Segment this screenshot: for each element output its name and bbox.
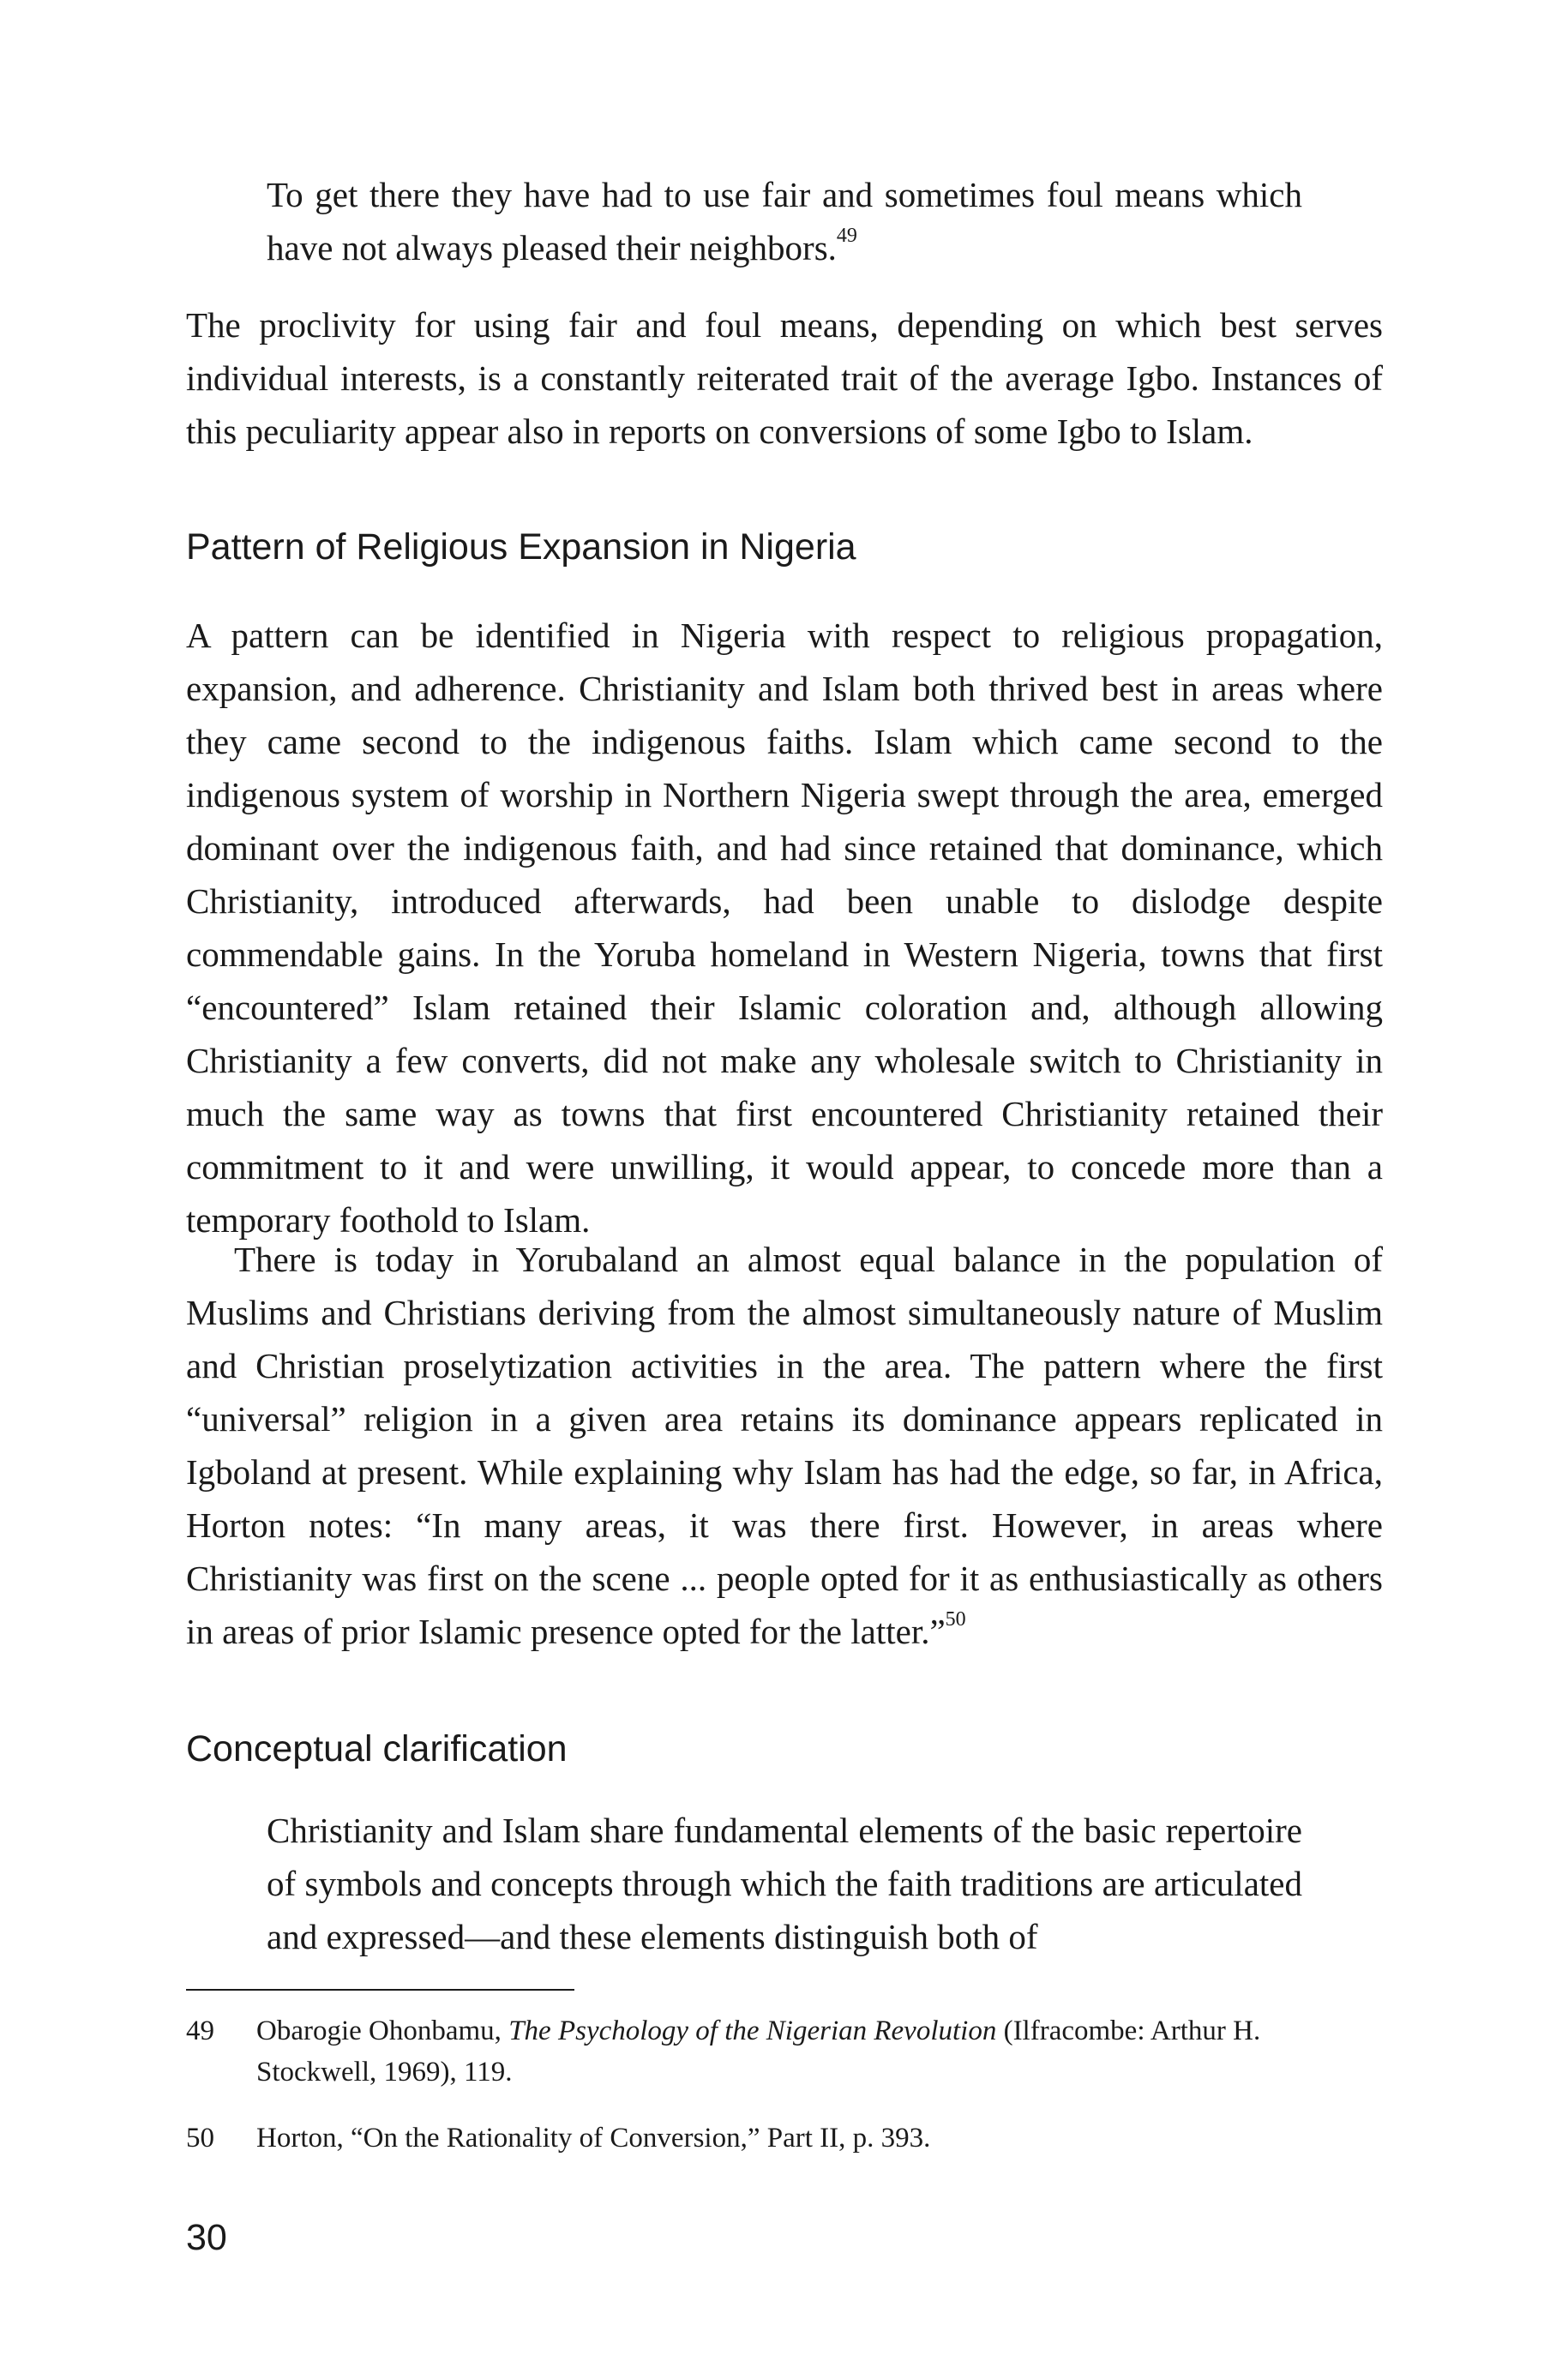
footnote-text: Horton, “On the Rationality of Conversion,” Part II, p. 393. bbox=[256, 2123, 931, 2154]
cited-book-title: The Psychology of the Nigerian Revolution bbox=[508, 2016, 997, 2046]
footnote-number: 50 bbox=[186, 2123, 214, 2154]
paragraph-proclivity: The proclivity for using fair and foul means, depending on which best serves individual interests, is a constantly reiterated trait of the average Igbo. Instances of this peculiarity appear also in reports on conversions of some Igbo to Islam. bbox=[186, 305, 1383, 451]
footnote-ref-49[interactable]: 49 bbox=[836, 225, 857, 248]
footnote-text: Obarogie Ohonbamu, The Psychology of the Nigerian Revolution (Ilfracombe: Arthur H. Stockwell, 1969), 119. bbox=[256, 2016, 1261, 2088]
block-quote-top bbox=[267, 168, 1302, 274]
section-heading-conceptual-clarification: Conceptual clarification bbox=[186, 1728, 568, 1769]
paragraph-yorubaland-text: There is today in Yorubaland an almost equal balance in the population of Muslims and Christians deriving from the almost simultaneously nature of Muslim and Christian proselytization activities in the area. The pattern where the first “universal” religion in a given area retains its dominance appears replicated in Igboland at present. While explaining why Islam has had the edge, so far, in Africa, Horton notes: “In many areas, it was there first. However, in areas where Christianity was first on the scene ... people opted for it as enthusiastically as others in areas of prior Islamic presence opted for the latter.” bbox=[186, 1240, 1383, 1651]
footnote-ref-50[interactable]: 50 bbox=[945, 1608, 966, 1631]
paragraph-yorubaland bbox=[186, 1233, 1383, 1658]
quote-text: To get there they have had to use fair and sometimes foul means which have not always pleased their neighbors. bbox=[267, 175, 1302, 267]
block-quote-bottom: Christianity and Islam share fundamental elements of the basic repertoire of symbols and concepts through which the faith traditions are articulated and expressed—and these elements distinguish both of bbox=[267, 1811, 1302, 1956]
footnote-number: 49 bbox=[186, 2016, 214, 2046]
footnote-divider bbox=[186, 1989, 574, 1991]
paragraph-pattern: A pattern can be identified in Nigeria with respect to religious propagation, expansion, and adherence. Christianity and Islam both thrived best in areas where they came second to the indigenous faiths. Islam which came second to the indigenous system of worship in Northern Nigeria swept through the area, emerged dominant over the indigenous faith, and had since retained that dominance, which Christianity, introduced afterwards, had been unable to dislodge despite commendable gains. In the Yoruba homeland in Western Nigeria, towns that first “encountered” Islam retained their Islamic coloration and, although allowing Christianity a few converts, did not make any wholesale switch to Christianity in much the same way as towns that first encountered Christianity retained their commitment to it and were unwilling, it would appear, to concede more than a temporary foothold to Islam. bbox=[186, 616, 1383, 1240]
section-heading-religious-expansion: Pattern of Religious Expansion in Nigeria bbox=[186, 526, 856, 568]
page-number: 30 bbox=[186, 2217, 227, 2258]
